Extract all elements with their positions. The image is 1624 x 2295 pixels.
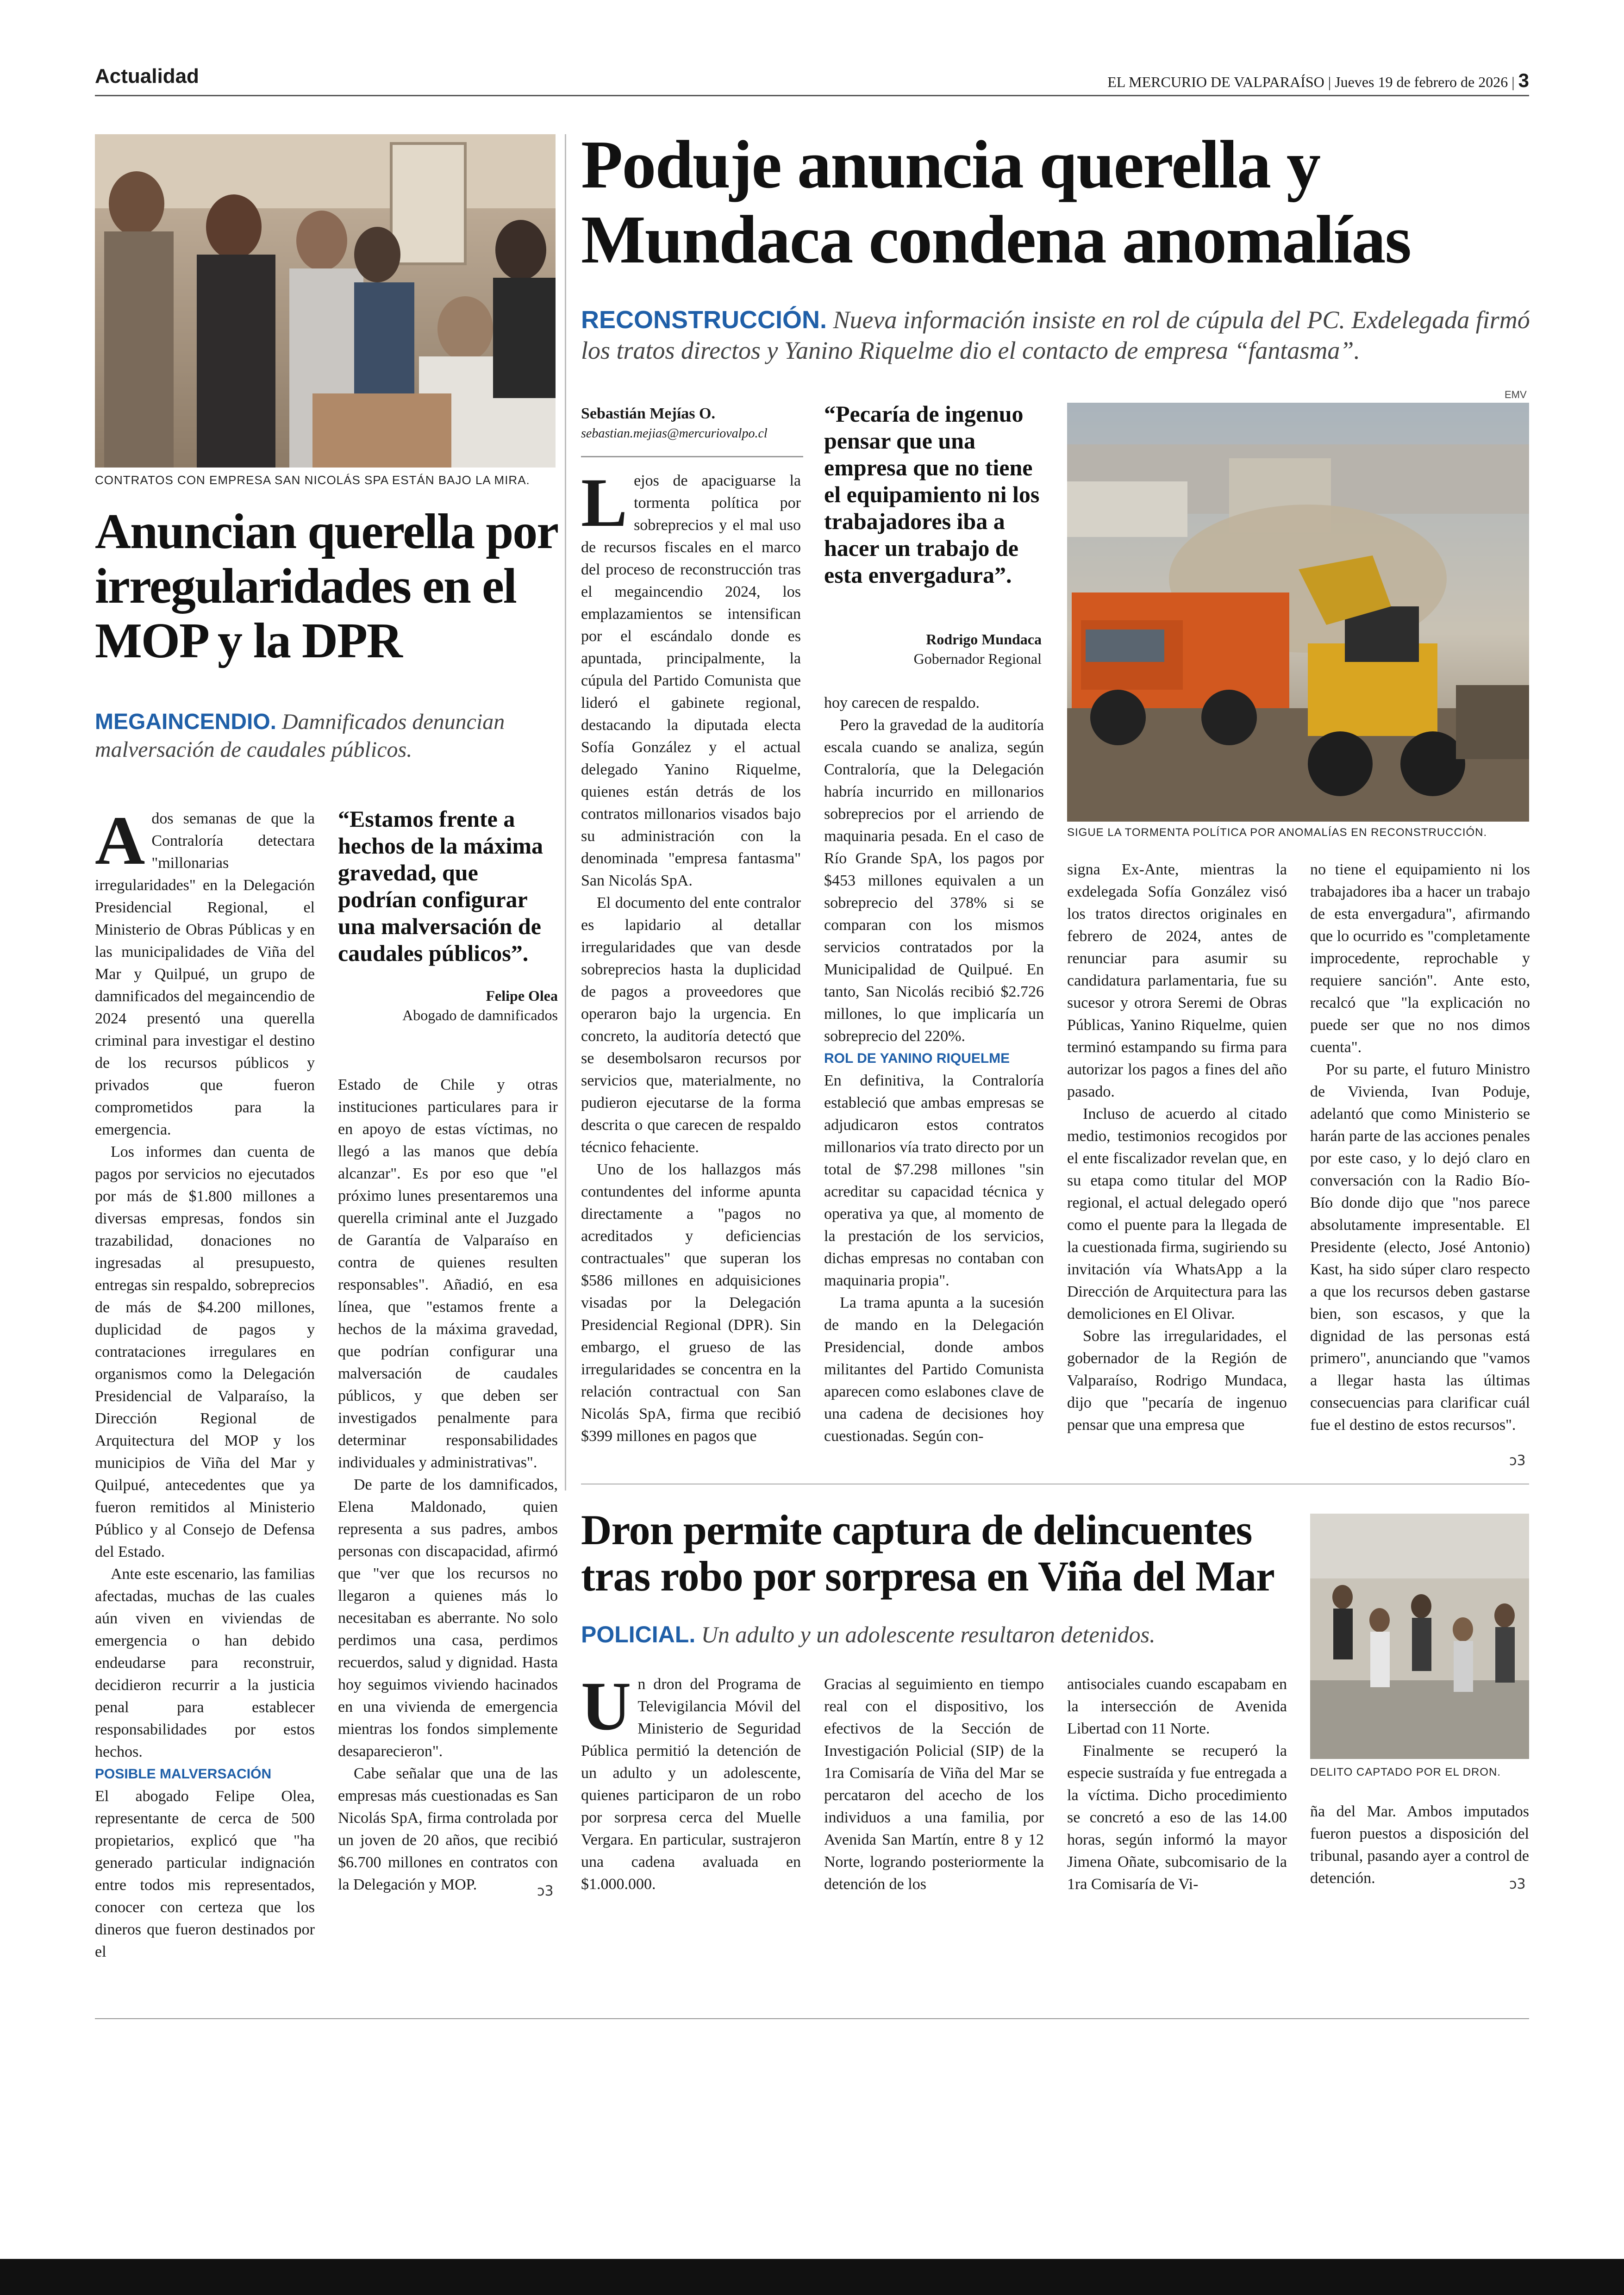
column-divider	[565, 134, 566, 1491]
headline: Dron permite captura de delincuentes tras robo por sorpresa en Viña del Mar	[581, 1506, 1274, 1600]
article-column	[1067, 859, 1287, 1474]
drop-cap: A	[95, 802, 145, 879]
newspaper-name: EL MERCURIO DE VALPARAÍSO	[1107, 74, 1324, 90]
article-column	[1067, 1673, 1287, 1933]
quote-attribution	[824, 630, 1042, 668]
paragraph: ejos de apaciguarse la tormenta política por sobreprecios y el mal uso de recursos fiscales en el marco del proceso de reconstrucción tras el megaincendio 2024, los emplazamientos se intensifican por el escándalo donde es apuntada, principalmente, la cúpula del Partido Comunista que lideró el gabinete regional, destacando la diputada electa Sofía González y el actual delegado Yanino Riquelme, quienes están detrás de los contratos millonarios visados bajo su administración con la denominada "empresa fantasma" San Nicolás SpA.	[581, 472, 801, 889]
paragraph: Por su parte, el futuro Ministro de Vivienda, Ivan Poduje, adelantó que como Ministerio se harán parte de las acciones penales por este caso, y lo dejó claro en conversación con la Radio Bío-Bío donde dijo que "nos parece absolutamente impresentable. El Presidente (electo, José Antonio) Kast, ha sido súper claro respecto a que los recursos deben gastarse bien, son escasos, y que la dignidad de las personas está primero", anunciando que "vamos a llegar hasta las últimas consecuencias para clarificar cuál fue el destino de estos recursos".	[1310, 1061, 1530, 1434]
paragraph: La trama apunta a la sucesión de mando en la Delegación Presidencial, donde ambos militantes del Partido Comunista aparecen como eslabones clave de una cadena de decisiones hoy cuestionadas. Según con-	[824, 1294, 1044, 1445]
lede	[581, 305, 1530, 366]
paragraph: dos semanas de que la Contraloría detectara "millonarias irregularidades" en la Delegación Presidencial Regional, el Ministerio de Obras Públicas y en las municipalidades de Viña del Mar y Quilpué, un grupo de damnificados del megaincendio de 2024 presentó una querella criminal para investigar el destino de los recursos públicos y privados que fueron comprometidos para la emergencia.	[95, 810, 315, 1138]
footer-rule	[95, 2018, 1529, 2019]
paragraph: El documento del ente contralor es lapidario al detallar irregularidades que van desde sobreprecios hasta la duplicidad de pagos a proveedores que operaron bajo la urgencia. En concreto, la auditoría detectó que se desembolsaron recursos por servicios que, materialmente, no pudieron ejecutarse de la forma descrita o que carecen de respaldo técnico fehaciente.	[581, 894, 801, 1156]
kicker: POLICIAL.	[581, 1621, 696, 1647]
byline-rule	[581, 456, 803, 457]
photo-caption: SIGUE LA TORMENTA POLÍTICA POR ANOMALÍAS EN RECONSTRUCCIÓN.	[1067, 826, 1487, 839]
lede-text: Un adulto y un adolescente resultaron detenidos.	[701, 1621, 1156, 1647]
issue-date: Jueves 19 de febrero de 2026	[1335, 74, 1508, 90]
masthead: EL MERCURIO DE VALPARAÍSO | Jueves 19 de febrero de 2026 | 3	[1107, 69, 1529, 91]
paragraph: no tiene el equipamiento ni los trabajadores iba a hacer un trabajo de esta envergadura", afirmando que lo ocurrido es "completamente improcedente, reprochable y requiere sanción". Ante esto, recalcó que "la explicación no puede ser que no nos dimos cuenta".	[1310, 861, 1530, 1056]
article-column	[1310, 1801, 1529, 1916]
article-column	[581, 464, 801, 1472]
byline	[581, 405, 831, 441]
paragraph: Uno de los hallazgos más contundentes del informe apunta directamente a "pagos no acreditados y deficiencias contractuales" que superan los $586 millones en adquisiciones visadas por la Delegación Presidencial Regional (DPR). Sin embargo, el grueso de las irregularidades se concentra en la relación contractual con San Nicolás SpA, firma que recibió $399 millones en pagos que	[581, 1161, 801, 1445]
kicker: MEGAINCENDIO.	[95, 710, 277, 734]
article-column	[1310, 859, 1530, 1474]
pull-quote: “Pecaría de ingenuo pensar que una empresa que no tiene el equipamiento ni los trabajadores iba a hacer un trabajo de esta envergadura”.	[824, 401, 1040, 588]
quote-attribution	[338, 986, 558, 1025]
paragraph: Pero la gravedad de la auditoría escala cuando se analiza, según Contraloría, que la Delegación habría incurrido en millonarios sobreprecios por el arriendo de maquinaria pesada. En el caso de Río Grande SpA, los pagos por $453 millones equivalen a un sobreprecio del 378% si se comparan con los mismos servicios contratados por la Municipalidad de Quilpué. En tanto, San Nicolás recibió $2.726 millones, lo que implicaría un sobreprecio del 220%.	[824, 717, 1044, 1045]
screen-bottom-bar	[0, 2259, 1624, 2295]
headline: Anuncian querella por irregularidades en el MOP y la DPR	[95, 504, 557, 668]
paragraph: Gracias al seguimiento en tiempo real con el dispositivo, los efectivos de la Sección de Investigación Policial (SIP) de la 1ra Comisaría de Viña del Mar se percataron del acecho de los individuos a una familia, por Avenida San Martín, entre 8 y 12 Norte, logrando posteriormente la detención de los	[824, 1676, 1044, 1893]
author-email: sebastian.mejias@mercuriovalpo.cl	[581, 426, 768, 441]
section-label: Actualidad	[95, 65, 199, 87]
lede	[95, 708, 553, 764]
end-mark: ↄ3	[537, 1883, 554, 1899]
lede	[581, 1620, 1322, 1649]
paragraph: Los informes dan cuenta de pagos por servicios no ejecutados por más de $1.800 millones a diversas empresas, fondos sin trazabilidad, donaciones no ingresadas al presupuesto, entregas sin respaldo, sobreprecios de más de $4.200 millones, duplicidad de pagos y contrataciones irregulares en organismos como la Delegación Presidencial de Valparaíso, la Dirección Regional de Arquitectura del MOP y los municipios de Viña del Mar y Quilpué, antecedentes que ya fueron remitidos al Ministerio Público y al Consejo de Defensa del Estado.	[95, 1143, 315, 1560]
header-rule	[95, 95, 1529, 96]
paragraph: signa Ex-Ante, mientras la exdelegada Sofía González visó los tratos directos originales en febrero de 2024, antes de renunciar para asumir su candidatura parlamentaria, fue su sucesor y otrora Seremi de Obras Públicas, Yanino Riquelme, quien terminó estampando su firma para autorizar los pagos a fines del año pasado.	[1067, 861, 1287, 1100]
paragraph: En definitiva, la Contraloría estableció que ambas empresas se adjudicaron estos contratos millonarios vía trato directo por un total de $7.298 millones "sin acreditar su capacidad técnica y operativa ya que, al momento de la prestación de los servicios, dichas empresas no contaban con maquinaria propia".	[824, 1072, 1044, 1289]
paragraph: Incluso de acuerdo al citado medio, testimonios recogidos por el ente fiscalizador revelan que, en su etapa como titular del MOP regional, el actual delegado operó como el puente para la llegada de la cuestionada firma, sugiriendo su invitación vía WhatsApp a la Dirección de Arquitectura para las demoliciones en El Olivar.	[1067, 1105, 1287, 1322]
quote-role: Abogado de damnificados	[402, 1007, 558, 1023]
paragraph: El abogado Felipe Olea, representante de cerca de 500 propietarios, explicó que "ha generado particular indignación entre todos mis representados, conocer con certeza que los dineros que fueron destinados por el	[95, 1788, 315, 1960]
headline: Poduje anuncia querella y Mundaca condena anomalías	[581, 127, 1411, 278]
subhead: POSIBLE MALVERSACIÓN	[95, 1766, 272, 1782]
photo-drone	[1310, 1514, 1529, 1759]
paragraph: Finalmente se recuperó la especie sustraída y fue entregada a la víctima. Dicho procedimiento se concretó a eso de las 14.00 horas, según informó la mayor Jimena Oñate, subcomisario de la 1ra Comisaría de Vi-	[1067, 1742, 1287, 1893]
lede-text: Nueva información insiste en rol de cúpula del PC. Exdelegada firmó los tratos directos y Yanino Riquelme dio el contacto de empresa “fantasma”.	[581, 306, 1530, 364]
pull-quote: “Estamos frente a hechos de la máxima gravedad, que podrían configurar una malversación de caudales públicos”.	[338, 806, 543, 966]
article-column	[824, 692, 1044, 1474]
paragraph: n dron del Programa de Televigilancia Móvil del Ministerio de Seguridad Pública permitió la detención de un adulto y un adolescente, quienes participaron de un robo por sorpresa cerca del Muelle Vergara. En particular, sustrajeron una cadena avaluada en $1.000.000.	[581, 1676, 801, 1893]
drop-cap: U	[581, 1668, 631, 1745]
paragraph: Estado de Chile y otras instituciones particulares para ir en apoyo de estas víctimas, no llegó a las manos que debía alcanzar". Es por eso que "el próximo lunes presentaremos una querella criminal ante el Juzgado de Garantía de Valparaíso en contra de quienes resulten responsables". Añadió, en esa línea, que "estamos frente a hechos de la máxima gravedad, que podrían configurar una malversación de caudales públicos, y que deben ser investigados penalmente para determinar responsabilidades individuales y administrativas".	[338, 1076, 558, 1471]
photo-machinery	[1067, 403, 1529, 822]
article-column	[338, 1074, 558, 1907]
photo-crowd	[95, 134, 556, 468]
author: Sebastián Mejías O.	[581, 405, 715, 422]
lede-text: Damnificados denuncian malversación de caudales públicos.	[95, 710, 505, 762]
end-mark: ↄ3	[1509, 1876, 1526, 1892]
photo-caption: CONTRATOS CON EMPRESA SAN NICOLÁS SPA ESTÁN BAJO LA MIRA.	[95, 473, 530, 487]
paragraph: De parte de los damnificados, Elena Maldonado, quien representa a sus padres, ambos personas con discapacidad, afirmó que "ver que los recursos no llegaron a quienes más lo necesitaban es aberrante. No solo perdimos una casa, perdimos recuerdos, salud y dignidad. Hasta hoy seguimos viviendo hacinados en una vivienda de emergencia mientras los fondos simplemente desaparecieron".	[338, 1476, 558, 1760]
paragraph: ña del Mar. Ambos imputados fueron puestos a disposición del tribunal, pasando ayer a control de detención.	[1310, 1803, 1529, 1887]
kicker: RECONSTRUCCIÓN.	[581, 306, 827, 334]
article-column	[824, 1673, 1044, 1933]
quote-role: Gobernador Regional	[913, 650, 1042, 667]
article-column	[95, 802, 315, 1960]
paragraph: hoy carecen de respaldo.	[824, 694, 980, 711]
paragraph: Sobre las irregularidades, el gobernador de la Región de Valparaíso, Rodrigo Mundaca, dijo que "pecaría de ingenuo pensar que una empresa que	[1067, 1328, 1287, 1434]
paragraph: antisociales cuando escapabam en la intersección de Avenida Libertad con 11 Norte.	[1067, 1676, 1287, 1737]
drop-cap: L	[581, 464, 628, 541]
article-column	[581, 1668, 801, 1933]
photo-credit: EMV	[1505, 389, 1527, 400]
quote-author: Rodrigo Mundaca	[926, 631, 1042, 648]
photo-caption: DELITO CAPTADO POR EL DRON.	[1310, 1766, 1501, 1778]
paragraph: Ante este escenario, las familias afectadas, muchas de las cuales aún viven en viviendas de emergencia o han debido endeudarse para reconstruir, decidieron recurrir a la justicia penal para establecer responsabilidades por estos hechos.	[95, 1565, 315, 1760]
page-number: 3	[1518, 69, 1529, 91]
quote-author: Felipe Olea	[486, 987, 558, 1004]
subhead: ROL DE YANINO RIQUELME	[824, 1051, 1010, 1066]
end-mark: ↄ3	[1509, 1453, 1526, 1469]
paragraph: Cabe señalar que una de las empresas más cuestionadas es San Nicolás SpA, firma controlada por un joven de 20 años, que recibió $6.700 millones en contratos con la Delegación y MOP.	[338, 1765, 558, 1893]
